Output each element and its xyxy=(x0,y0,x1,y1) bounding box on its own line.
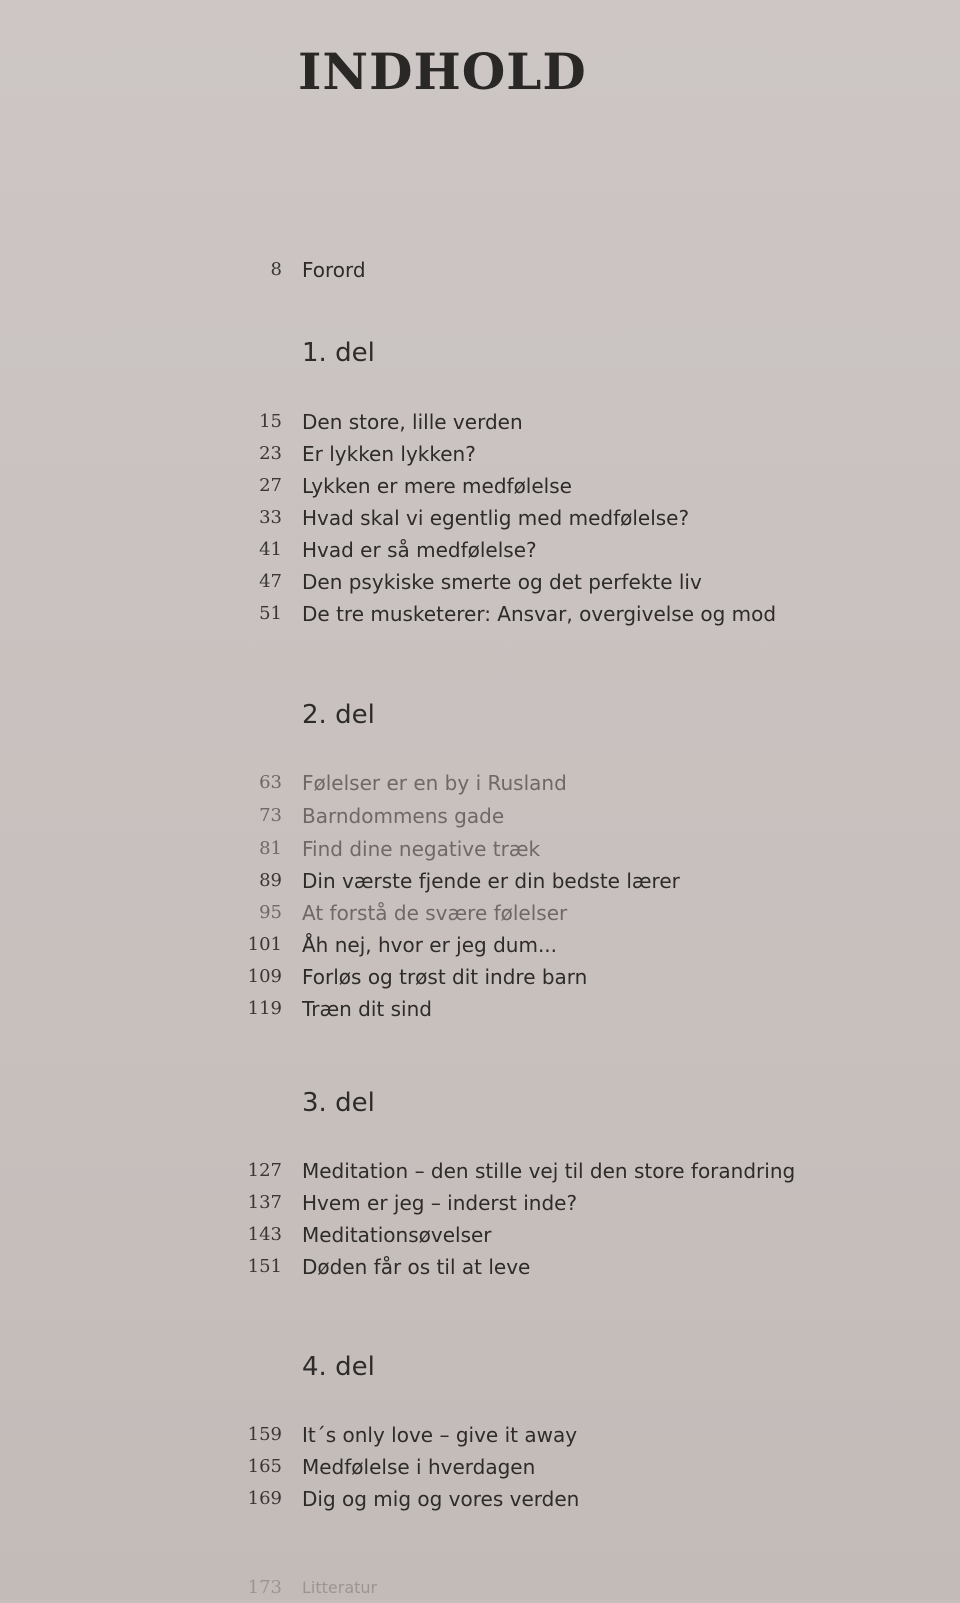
toc-page-number: 143 xyxy=(247,1224,282,1245)
toc-page-number: 127 xyxy=(247,1160,282,1181)
toc-entry-title: Åh nej, hvor er jeg dum... xyxy=(302,933,558,957)
toc-page-number: 15 xyxy=(259,411,282,432)
part-heading-2: 2. del xyxy=(302,700,375,730)
toc-page-number: 173 xyxy=(247,1577,282,1598)
toc-entry-title: Forord xyxy=(302,258,366,282)
toc-page-number: 101 xyxy=(247,934,282,955)
toc-page-number: 169 xyxy=(247,1488,282,1509)
toc-page-number: 27 xyxy=(259,475,282,496)
toc-page-number: 89 xyxy=(259,870,282,891)
toc-entry-title: Træn dit sind xyxy=(302,997,432,1021)
toc-entry-title: Forløs og trøst dit indre barn xyxy=(302,965,588,989)
toc-entry-title: It´s only love – give it away xyxy=(302,1423,578,1447)
toc-entry-title: Hvad skal vi egentlig med medfølelse? xyxy=(302,506,690,530)
toc-entry-title: Meditationsøvelser xyxy=(302,1223,492,1247)
toc-page-number: 63 xyxy=(259,772,282,793)
toc-entry-title: Er lykken lykken? xyxy=(302,442,476,466)
toc-page-number: 8 xyxy=(270,259,282,280)
toc-page-number: 137 xyxy=(247,1192,282,1213)
toc-entry-title: Den psykiske smerte og det perfekte liv xyxy=(302,570,702,594)
toc-entry-title: Hvad er så medfølelse? xyxy=(302,538,537,562)
toc-entry-title: Din værste fjende er din bedste lærer xyxy=(302,869,680,893)
part-heading-1: 1. del xyxy=(302,338,375,368)
toc-page-number: 165 xyxy=(247,1456,282,1477)
toc-page-number: 95 xyxy=(259,902,282,923)
part-heading-4: 4. del xyxy=(302,1352,375,1382)
toc-entry-title: Litteratur xyxy=(302,1578,378,1597)
toc-entry-title: Den store, lille verden xyxy=(302,410,523,434)
toc-page-number: 33 xyxy=(259,507,282,528)
toc-page-number: 47 xyxy=(259,571,282,592)
toc-page-number: 73 xyxy=(259,805,282,826)
toc-page-number: 81 xyxy=(259,838,282,859)
toc-entry-title: Døden får os til at leve xyxy=(302,1255,531,1279)
toc-entry-title: Barndommens gade xyxy=(302,804,505,828)
toc-page-number: 41 xyxy=(259,539,282,560)
toc-entry-title: Hvem er jeg – inderst inde? xyxy=(302,1191,578,1215)
toc-page-number: 151 xyxy=(247,1256,282,1277)
toc-entry-title: Meditation – den stille vej til den store forandring xyxy=(302,1159,796,1183)
toc-entry-title: De tre musketerer: Ansvar, overgivelse og mod xyxy=(302,602,777,626)
toc-entry-title: Følelser er en by i Rusland xyxy=(302,771,567,795)
part-heading-3: 3. del xyxy=(302,1088,375,1118)
toc-entry-title: Medfølelse i hverdagen xyxy=(302,1455,536,1479)
page-title: INDHOLD xyxy=(298,42,587,101)
toc-page-number: 109 xyxy=(247,966,282,987)
toc-entry-title: At forstå de svære følelser xyxy=(302,901,568,925)
toc-page-number: 119 xyxy=(247,998,282,1019)
toc-entry-title: Lykken er mere medfølelse xyxy=(302,474,572,498)
toc-entry-title: Dig og mig og vores verden xyxy=(302,1487,580,1511)
toc-page-number: 51 xyxy=(259,603,282,624)
toc-page-number: 23 xyxy=(259,443,282,464)
toc-entry-title: Find dine negative træk xyxy=(302,837,541,861)
toc-page-number: 159 xyxy=(247,1424,282,1445)
